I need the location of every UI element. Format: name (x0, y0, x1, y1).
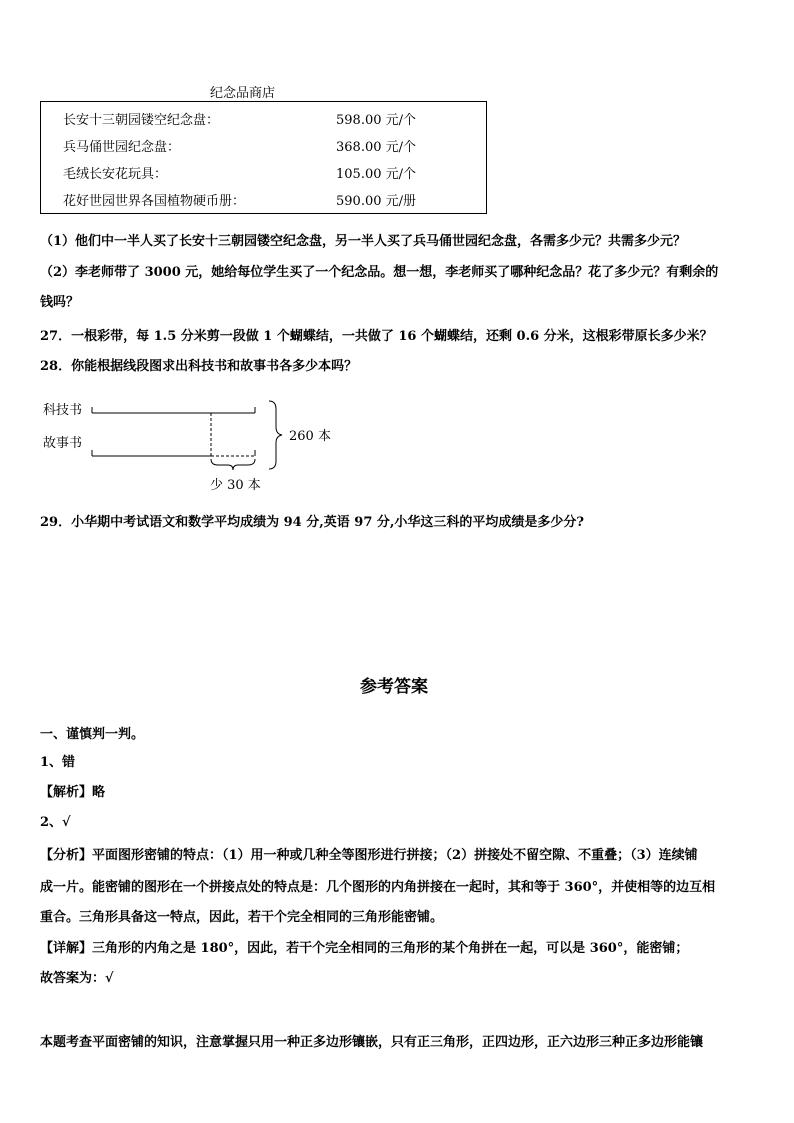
story-book-label: 故事书 (43, 436, 83, 451)
shop-item-name: 花好世园世界各国植物硬币册： (63, 194, 246, 209)
q29-text: 29．小华期中考试语文和数学平均成绩为 94 分,英语 97 分,小华这三科的平均成绩是多少分? (40, 515, 585, 530)
q27-text: 27．一根彩带，每 1.5 分米剪一段做 1 个蝴蝶结，一共做了 16 个蝴蝶结，还剩 0.6 分米，这根彩带原长多少米？ (40, 329, 713, 344)
difference-label: 少 30 本 (210, 478, 261, 493)
answer-2-result: 故答案为：√ (40, 971, 114, 986)
answer-1: 1、错 (40, 755, 76, 770)
section1-title: 一、谨慎判一判。 (40, 727, 145, 742)
answer-1-analysis: 【解析】略 (40, 785, 106, 800)
shop-item (63, 136, 483, 162)
answer-2-detail: 【详解】三角形的内角之是 180°，因此，若干个完全相同的三角形的某个角拼在一起，可以是 360°，能密铺； (40, 941, 689, 956)
shop-item-name: 兵马俑世园纪念盘： (63, 140, 181, 155)
answer-2-analysis-line1: 【分析】平面图形密铺的特点：（1）用一种或几种全等图形进行拼接；（2）拼接处不留空隙、不重叠；（3）连续铺 (40, 848, 698, 863)
answer-2: 2、√ (40, 815, 71, 830)
shop-item (63, 163, 483, 189)
shop-title: 纪念品商店 (210, 86, 276, 101)
total-label: 260 本 (289, 429, 331, 444)
science-book-label: 科技书 (43, 403, 83, 418)
shop-item (63, 190, 483, 216)
shop-item-price: 598.00 元/个 (336, 113, 416, 128)
answer-2-note: 本题考查平面密铺的知识，注意掌握只用一种正多边形镶嵌，只有正三角形，正四边形，正六边形三种正多边形能镶 (40, 1035, 704, 1050)
shop-item-price: 368.00 元/个 (336, 140, 416, 155)
answer-2-analysis-line2: 成一片。能密铺的图形在一个拼接点处的特点是：几个图形的内角拼接在一起时，其和等于 360°，并使相等的边互相 (40, 880, 716, 895)
answer-2-analysis-line3: 重合。三角形具备这一特点，因此，若干个完全相同的三角形能密铺。 (40, 910, 444, 925)
q26-sub1: （1）他们中一半人买了长安十三朝园镂空纪念盘，另一半人买了兵马俑世园纪念盘，各需多少元？共需多少元？ (40, 234, 687, 249)
total-brace (269, 401, 282, 469)
shop-item (63, 109, 483, 135)
shop-item-name: 长安十三朝园镂空纪念盘： (63, 113, 220, 128)
shop-item-price: 105.00 元/个 (336, 167, 416, 182)
shop-item-price: 590.00 元/册 (336, 194, 416, 209)
answers-heading: 参考答案 (360, 677, 428, 697)
line-segment-diagram (40, 395, 340, 500)
shop-price-table (40, 101, 487, 214)
shop-item-name: 毛绒长安花玩具： (63, 167, 168, 182)
q28-text: 28．你能根据线段图求出科技书和故事书各多少本吗？ (40, 359, 358, 374)
q26-sub2-line2: 钱吗？ (40, 295, 80, 310)
q26-sub2-line1: （2）李老师带了 3000 元，她给每位学生买了一个纪念品。想一想，李老师买了哪种纪念品？花了多少元？有剩余的 (40, 265, 719, 280)
difference-brace (211, 459, 255, 470)
